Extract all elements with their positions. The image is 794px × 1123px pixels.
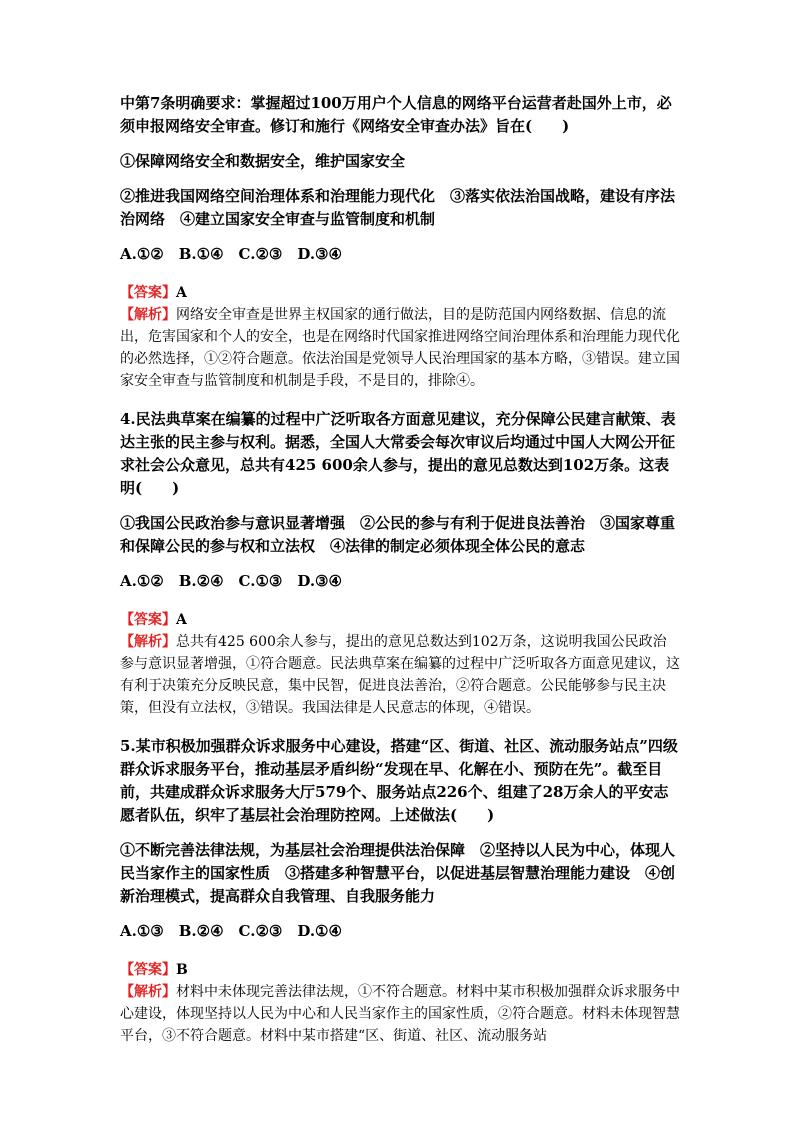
q5-stem: 5.某市积极加强群众诉求服务中心建设，搭建“区、街道、社区、流动服务站点”四级群众诉求服务平台，推动基层矛盾纠纷“发现在早、化解在小、预防在先”。截至目前，共建成群众诉求服务大厅579个、服务站点226个、组建了28万余人的平安志愿者队伍，织牢了基层社会治理防控网。上述做法( ) (120, 737, 678, 824)
q4-options: ①我国公民政治参与意识显著增强 ②公民的参与有利于促进良法善治 ③国家尊重和保障公民的参与权和立法权 ④法律的制定必须体现全体公民的意志 (120, 514, 676, 555)
q3-choices: A.①② B.①④ C.②③ D.③④ (120, 245, 342, 263)
analysis-text: 材料中未体现完善法律法规，①不符合题意。材料中某市积极加强群众诉求服务中心建设，体现坚持以人民为中心和人民当家作主的国家性质，②符合题意。材料未体现智慧平台，③不符合题意。材料中某市搭建“区、街道、社区、流动服务站 (120, 984, 680, 1044)
q4-choices: A.①② B.②④ C.①③ D.③④ (120, 572, 342, 590)
q5-options: ①不断完善法律法规，为基层社会治理提供法治保障 ②坚持以人民为中心，体现人民当家作主的国家性质 ③搭建多种智慧平台，以促进基层智慧治理能力建设 ④创新治理模式，提高群众自我管理、自我服务能力 (120, 841, 676, 905)
answer-tag: 【答案】 (120, 285, 176, 301)
q3-stem: 中第7条明确要求：掌握超过100万用户个人信息的网络平台运营者赴国外上市，必须申报网络安全审查。修订和施行《网络安全审查办法》旨在( ) (120, 94, 672, 135)
q4-analysis (120, 631, 680, 719)
analysis-tag: 【解析】 (120, 307, 176, 323)
answer-tag: 【答案】 (120, 612, 176, 628)
q4-answer (120, 609, 680, 631)
q5-choices: A.①③ B.②④ C.②③ D.①④ (120, 922, 342, 940)
analysis-text: 网络安全审查是世界主权国家的通行做法，目的是防范国内网络数据、信息的流出，危害国家和个人的安全，也是在网络时代国家推进网络空间治理体系和治理能力现代化的必然选择，①②符合题意。依法治国是党领导人民治理国家的基本方略，③错误。建立国家安全审查与监管制度和机制是手段，不是目的，排除④。 (120, 307, 680, 389)
analysis-tag: 【解析】 (120, 634, 176, 650)
answer-tag: 【答案】 (120, 962, 176, 978)
q5-answer (120, 959, 680, 981)
answer-value: A (176, 612, 187, 628)
document-page (120, 92, 680, 1047)
answer-value: B (176, 962, 188, 978)
q3-options-2-4: ②推进我国网络空间治理体系和治理能力现代化 ③落实依法治国战略，建设有序法治网络 ④建立国家安全审查与监管制度和机制 (120, 187, 676, 228)
q4-stem: 4.民法典草案在编纂的过程中广泛听取各方面意见建议，充分保障公民建言献策、表达主张的民主参与权利。据悉，全国人大常委会每次审议后均通过中国人大网公开征求社会公众意见，总共有425 600余人参与，提出的意见总数达到102万条。这表明( ) (120, 410, 676, 497)
q3-option-1: ①保障网络安全和数据安全，维护国家安全 (120, 152, 406, 170)
q3-answer (120, 282, 680, 304)
q5-analysis (120, 981, 680, 1047)
analysis-text: 总共有425 600余人参与，提出的意见总数达到102万条，这说明我国公民政治参与意识显著增强，①符合题意。民法典草案在编纂的过程中广泛听取各方面意见建议，这有利于决策充分反映民意，集中民智，促进良法善治，②符合题意。公民能够参与民主决策，但没有立法权，③错误。我国法律是人民意志的体现，④错误。 (120, 634, 680, 716)
q3-analysis (120, 304, 680, 392)
analysis-tag: 【解析】 (120, 984, 176, 1000)
answer-value: A (176, 285, 187, 301)
